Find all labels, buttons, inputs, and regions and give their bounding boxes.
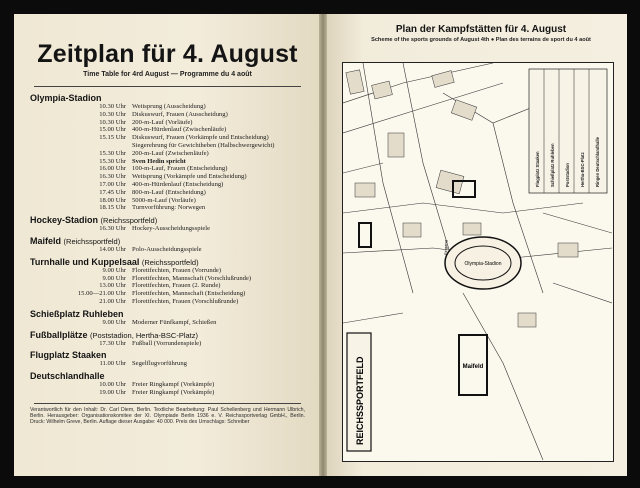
event-description: Polo-Ausscheidungsspiele [132, 245, 202, 253]
event-time: 15.30 Uhr [99, 157, 126, 165]
schedule-row [30, 111, 305, 119]
maifeld-label: Maifeld [462, 364, 484, 370]
schedule-row [30, 119, 305, 127]
event-description: Freier Ringkampf (Vorkämpfe) [132, 388, 215, 396]
reichssportfeld-label: REICHSSPORTFELD [355, 356, 365, 445]
event-time: 15.00 Uhr [99, 126, 126, 134]
map-legend [529, 69, 607, 193]
map-drawing [343, 63, 612, 460]
schedule-row [30, 158, 305, 166]
schedule-row [30, 360, 305, 368]
event-description: 100-m-Lauf, Frauen (Entscheidung) [132, 165, 228, 173]
event-time: 18.15 Uhr [99, 204, 126, 212]
venue-heading [30, 93, 305, 103]
title-divider [34, 86, 301, 87]
event-description: Florettfechten, Frauen (2. Runde) [132, 282, 221, 290]
event-description: Hockey-Ausscheidungsspiele [132, 225, 211, 233]
event-description: 800-m-Lauf (Entscheidung) [132, 188, 206, 196]
schedule-row [30, 103, 305, 111]
venue-heading [30, 309, 305, 319]
footer-divider [34, 403, 301, 404]
schedule-row [30, 225, 305, 233]
event-time: 17.00 Uhr [99, 180, 126, 188]
venue-heading [30, 236, 305, 246]
schedule-row [30, 389, 305, 397]
event-time: 11.00 Uhr [99, 360, 126, 368]
legend-item: Poststadion [565, 163, 570, 187]
schedule-row [30, 246, 305, 254]
schedule-row [30, 165, 305, 173]
venue-name: Olympia-Stadion [30, 93, 102, 103]
legend-item: Flugplatz Staaken [535, 151, 540, 187]
schedule-row [30, 142, 305, 150]
entrance-label: Eingang [443, 240, 448, 255]
schedule-row [30, 275, 305, 283]
venue-heading [30, 215, 305, 225]
event-description: Freier Ringkampf (Vorkämpfe) [132, 381, 215, 389]
venue-name: Deutschlandhalle [30, 371, 105, 382]
event-time: 10.00 Uhr [99, 381, 126, 389]
schedule-row [30, 290, 305, 298]
event-description: Diskuswurf, Frauen (Ausscheidung) [132, 110, 228, 118]
book-spine [319, 14, 327, 476]
event-time: 15.15 Uhr [99, 134, 126, 142]
event-description: Florettfechten, Mannschaft (Entscheidung) [132, 290, 246, 298]
schedule-row [30, 181, 305, 189]
event-time: 10.30 Uhr [99, 110, 126, 118]
event-time: 21.00 Uhr [99, 297, 126, 305]
page-subtitle: Time Table for 4rd August — Programme du 4 août [83, 71, 252, 78]
venue-name: Flugplatz Staaken [30, 350, 107, 361]
event-time: 9.00 Uhr [102, 274, 126, 282]
venue-note: (Reichssportfeld) [63, 236, 121, 246]
event-description: 400-m-Hürdenlauf (Zwischenläufe) [132, 126, 227, 134]
event-time: 15.00—21.00 Uhr [77, 290, 126, 298]
event-time: 10.30 Uhr [99, 118, 126, 126]
schedule-row [30, 340, 305, 348]
schedule-row [30, 150, 305, 158]
event-description: Florettfechten, Mannschaft (Vorschlußrunde) [132, 274, 252, 282]
event-time: 9.00 Uhr [102, 318, 126, 326]
event-time: 14.00 Uhr [99, 245, 126, 253]
event-time: 17.45 Uhr [99, 188, 126, 196]
schedule-row [30, 197, 305, 205]
schedule-row [30, 134, 305, 142]
event-description: Florettfechten, Frauen (Vorschlußrunde) [132, 297, 239, 305]
event-time: 18.00 Uhr [99, 196, 126, 204]
venue-name: Hockey-Stadion [30, 215, 99, 226]
event-description: Segelflugvorführung [132, 360, 187, 368]
schedule-row [30, 298, 305, 306]
legend-item: Schießplatz Ruhleben [550, 143, 555, 187]
event-description: Fußball (Vorrundenspiele) [132, 339, 202, 347]
venue-heading [30, 330, 305, 340]
event-description: Diskuswurf, Frauen (Vorkämpfe und Entscheidung) [132, 134, 269, 142]
event-time [30, 142, 132, 150]
event-description: Weitsprung (Ausscheidung) [132, 103, 206, 110]
left-page [14, 14, 319, 476]
event-time: 13.00 Uhr [99, 282, 126, 290]
venue-note: (Poststadion, Hertha-BSC-Platz) [90, 330, 198, 340]
event-time: 16.30 Uhr [99, 225, 126, 233]
event-description: 400-m-Hürdenlauf (Entscheidung) [132, 180, 224, 188]
event-time: 10.30 Uhr [99, 103, 126, 110]
event-description: Weitsprung (Vorkämpfe und Entscheidung) [132, 173, 247, 181]
event-description: 5000-m-Lauf (Vorläufe) [132, 196, 196, 204]
event-description: Moderner Fünfkampf, Schießen [132, 318, 217, 326]
event-time: 9.00 Uhr [102, 266, 126, 274]
page-title: Zeitplan für 4. August [37, 40, 298, 68]
event-description: Sven Hedin spricht [132, 157, 186, 165]
venue-note: (Reichssportfeld) [141, 257, 199, 267]
stadium-label: Olympia-Stadion [464, 261, 502, 267]
map-subtitle: Scheme of the sports grounds of August 4th ● Plan des terrains de sport du 4 août [371, 37, 591, 43]
venue-name: Schießplatz Ruhleben [30, 308, 124, 319]
imprint-footer: Verantwortlich für den Inhalt: Dr. Carl Diem, Berlin. Textliche Bearbeitung: Paul Schellenberg und Hermann Ulbrich, Berlin. Herausgeber: Organisationskomitee der XI. Olympiade Berlin 1936 e. V. Reichssportverlag GmbH., Berlin. Druck: Wilhelm Greve, Berlin. Auflage dieser Ausgabe: 40 000. Preis des Umschlags: Schreiber [30, 406, 305, 425]
venue-note: (Reichssportfeld) [100, 216, 158, 226]
map-title: Plan der Kampfstätten für 4. August [395, 24, 567, 35]
schedule-row [30, 173, 305, 181]
event-description: Siegerehrung für Gewichtheben (Halbschwergewicht) [132, 141, 275, 149]
venue-map [342, 62, 614, 462]
schedule-row [30, 319, 305, 327]
schedule-row [30, 381, 305, 389]
schedule-row [30, 126, 305, 134]
venue-name: Fußballplätze [30, 329, 88, 340]
schedule-row [30, 189, 305, 197]
event-description: 200-m-Lauf (Vorläufe) [132, 118, 193, 126]
schedule-row [30, 282, 305, 290]
event-time: 19.00 Uhr [99, 388, 126, 396]
venue-heading [30, 257, 305, 267]
event-time: 17.30 Uhr [99, 339, 126, 347]
venue-name: Maifeld [30, 235, 62, 246]
schedule-row [30, 204, 305, 212]
venue-heading [30, 350, 305, 360]
venue-marker-turnhalle [359, 223, 371, 247]
legend-item: Hertha-BSC-Platz [580, 152, 585, 187]
venue-name: Turnhalle und Kuppelsaal [30, 256, 140, 267]
event-description: Turnvorführung: Norwegen [132, 204, 206, 212]
event-time: 16.00 Uhr [99, 165, 126, 173]
event-time: 16.30 Uhr [99, 173, 126, 181]
schedule-list [30, 93, 305, 397]
event-description: Florettfechten, Frauen (Vorrunde) [132, 266, 222, 274]
venue-heading [30, 371, 305, 381]
legend-item: Ringen Deutschlandhalle [595, 136, 600, 187]
event-time: 15.30 Uhr [99, 149, 126, 157]
schedule-row [30, 267, 305, 275]
event-description: 200-m-Lauf (Zwischenläufe) [132, 149, 209, 157]
